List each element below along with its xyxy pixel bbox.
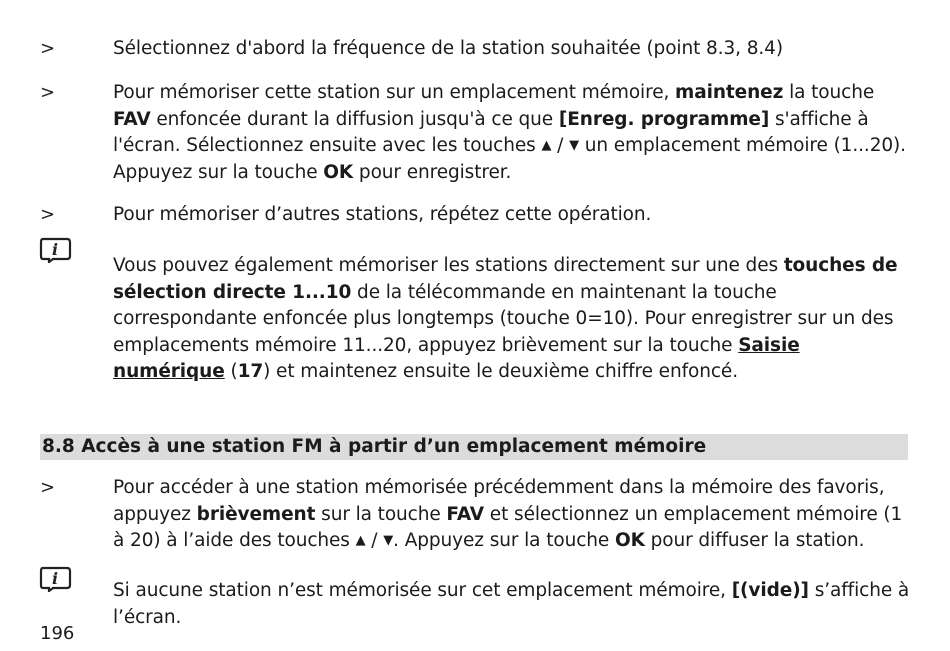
bold-ok: OK — [323, 161, 354, 183]
bold-brievement: brièvement — [196, 503, 316, 525]
info-icon — [39, 566, 73, 592]
text-run: Si aucune station n’est mémorisée sur cet emplacement mémoire, — [113, 580, 732, 601]
down-arrow-icon: ▼ — [383, 533, 394, 548]
text-run: la touche — [783, 82, 875, 103]
text-run: s’affiche à l’écran. — [113, 580, 910, 628]
bold-ok: OK — [614, 530, 645, 551]
paragraph-select-frequency: Sélectionnez d'abord la fréquence de la station souhaitée (point 8.3, 8.4) — [113, 38, 783, 59]
text-run: . Appuyez sur la touche — [393, 530, 615, 551]
text-run: sur la touche — [315, 503, 447, 525]
up-arrow-icon: ▲ — [355, 533, 366, 548]
svg-text:i: i — [51, 240, 59, 259]
bullet-marker: > — [40, 82, 56, 103]
paragraph-memorize-station — [113, 80, 913, 186]
bullet-marker: > — [40, 38, 56, 59]
text-run: ) et maintenez ensuite le deuxième chiffre enfoncé. — [263, 361, 738, 382]
bold-17: 17 — [237, 361, 264, 382]
paragraph-repeat: Pour mémoriser d’autres stations, répétez cette opération. — [113, 204, 652, 225]
text-run: un emplacement mémoire (1...20). Appuyez sur la touche — [113, 135, 906, 183]
text-run: Vous pouvez également mémoriser les stations directement sur une des — [113, 255, 784, 276]
bold-vide: [(vide)] — [731, 580, 809, 601]
text-run: pour enregistrer. — [353, 161, 512, 183]
text-run: Pour mémoriser cette station sur un emplacement mémoire, — [113, 82, 676, 103]
paragraph-info-empty — [113, 578, 913, 631]
bold-maintenez: maintenez — [675, 82, 784, 103]
text-run: Pour accéder à une station mémorisée précédemment dans la mémoire des favoris, appuyez — [113, 477, 885, 525]
text-run: / — [551, 135, 570, 156]
text-run: de la télécommande en maintenant la touche correspondante enfoncée plus longtemps (touche 0=10). Pour enregistrer sur un des emplacements mémoire 11...20, appuyez brièvement sur la touche — [113, 281, 894, 356]
bullet-marker: > — [40, 477, 56, 498]
bold-direct-keys: touches de sélection directe 1...10 — [113, 255, 898, 303]
page-number: 196 — [40, 623, 75, 644]
text-run: / — [365, 530, 384, 551]
paragraph-info-direct-keys — [113, 253, 913, 386]
bullet-marker: > — [40, 204, 56, 225]
bold-fav: FAV — [446, 503, 485, 525]
text-run: s'affiche à l'écran. Sélectionnez ensuite avec les touches — [113, 108, 869, 156]
bold-fav: FAV — [113, 108, 151, 130]
text-run: pour diffuser la station. — [644, 530, 865, 551]
up-arrow-icon: ▲ — [541, 138, 552, 153]
info-icon — [39, 237, 73, 263]
paragraph-access-station — [113, 475, 913, 555]
section-header — [40, 434, 908, 460]
text-run: enfoncée durant la diffusion jusqu'à ce que — [150, 108, 559, 130]
bold-saisie-numerique: Saisie numérique — [113, 334, 800, 382]
section-title: 8.8 Accès à une station FM à partir d’un emplacement mémoire — [42, 436, 707, 457]
svg-text:i: i — [51, 569, 59, 588]
text-run: ( — [224, 361, 238, 382]
bold-enreg-programme: [Enreg. programme] — [558, 108, 770, 130]
text-run: et sélectionnez un emplacement mémoire (1 à 20) à l’aide des touches — [113, 503, 903, 551]
down-arrow-icon: ▼ — [569, 138, 579, 153]
